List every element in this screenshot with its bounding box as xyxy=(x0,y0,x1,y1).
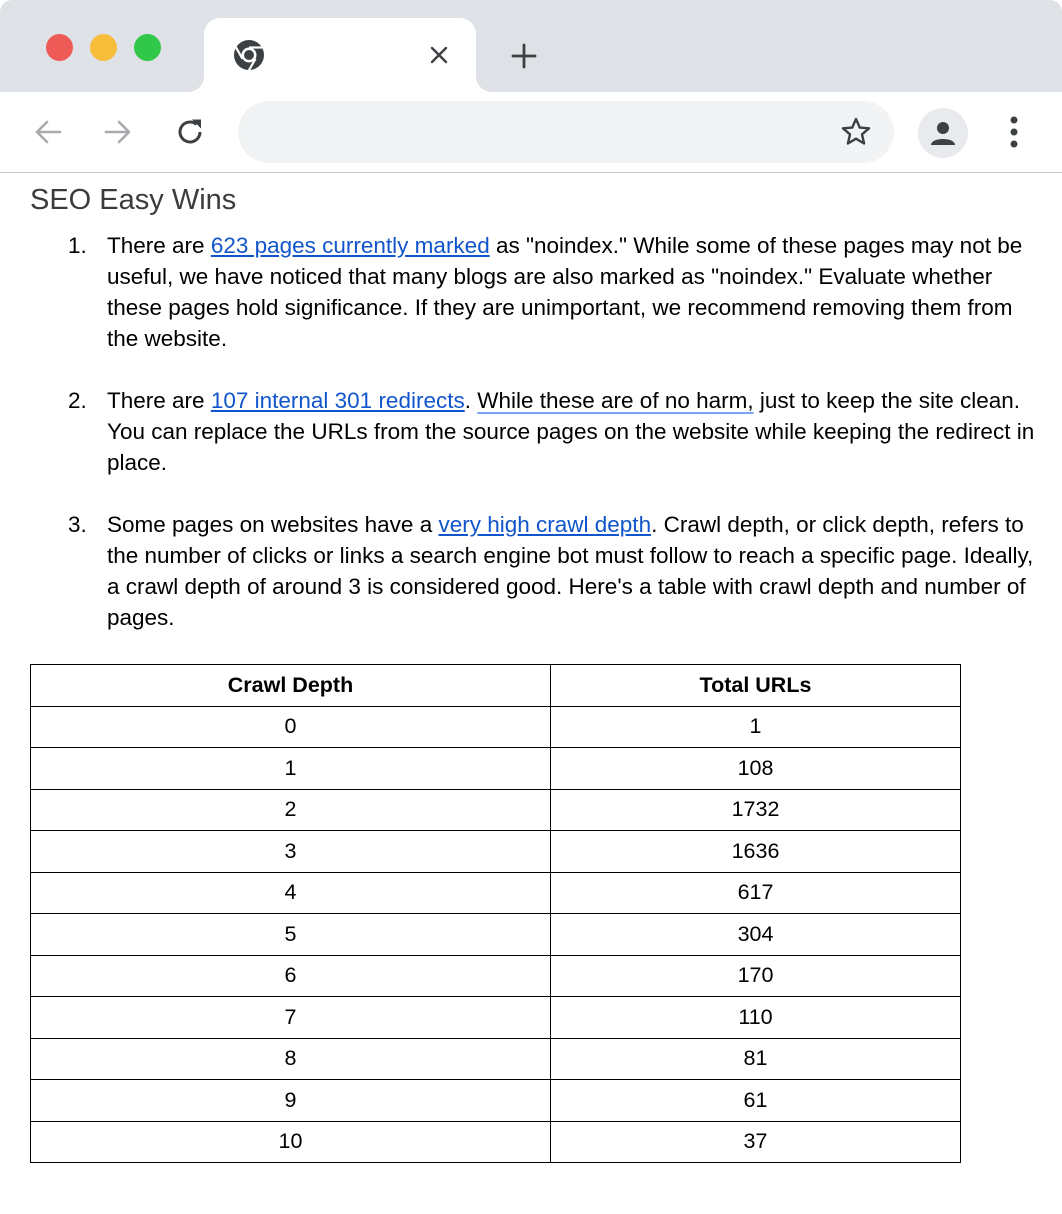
table-cell: 1 xyxy=(31,748,551,790)
table-cell: 5 xyxy=(31,914,551,956)
table-cell: 304 xyxy=(551,914,961,956)
more-vert-icon[interactable] xyxy=(996,112,1032,152)
list-number: 1. xyxy=(68,233,87,258)
text-segment: Some pages on websites have a xyxy=(107,512,439,537)
list-text xyxy=(107,230,1037,354)
column-header-crawl-depth: Crawl Depth xyxy=(31,665,551,707)
noindex-pages-link[interactable]: 623 pages currently marked xyxy=(210,233,490,258)
crawl-depth-table xyxy=(30,664,961,1163)
table-row xyxy=(31,872,961,914)
star-icon[interactable] xyxy=(836,112,876,152)
list-number: 2. xyxy=(68,388,87,413)
list-text xyxy=(107,509,1037,633)
text-segment: as "noindex." While some of these pages may not be useful, we have noticed that many blogs are also marked as "noindex." Evaluate whether these pages hold significance. If they are unimportant, we recommend removing them from the website. xyxy=(107,233,1023,351)
address-bar[interactable] xyxy=(238,101,894,163)
table-cell: 9 xyxy=(31,1080,551,1122)
table-cell: 617 xyxy=(551,872,961,914)
forward-arrow-icon[interactable] xyxy=(98,112,138,152)
text-segment: There are xyxy=(107,388,211,413)
plus-icon[interactable] xyxy=(504,36,544,76)
table-row xyxy=(31,1038,961,1080)
table-cell: 7 xyxy=(31,997,551,1039)
page-title: SEO Easy Wins xyxy=(30,184,237,216)
table-row xyxy=(31,831,961,873)
text-segment: There are xyxy=(107,233,211,258)
table-cell: 4 xyxy=(31,872,551,914)
crawl-depth-link[interactable]: very high crawl depth xyxy=(438,512,652,537)
back-arrow-icon[interactable] xyxy=(28,112,68,152)
tab-strip xyxy=(0,0,1062,92)
text-segment: . Crawl depth, or click depth, refers to the number of clicks or links a search engine bot must follow to reach a specific page. Ideally, a crawl depth of around 3 is considered good. Here's a table with crawl depth and number of pages. xyxy=(107,512,1034,630)
list-text xyxy=(107,385,1037,478)
column-header-total-urls: Total URLs xyxy=(551,665,961,707)
redirects-link[interactable]: 107 internal 301 redirects xyxy=(210,388,465,413)
table-cell: 6 xyxy=(31,955,551,997)
table-row xyxy=(31,1080,961,1122)
reload-icon[interactable] xyxy=(170,112,210,152)
grammar-suggestion[interactable]: While these are of no harm, xyxy=(477,388,754,413)
table-cell: 1732 xyxy=(551,789,961,831)
table-row xyxy=(31,1121,961,1163)
table-cell: 3 xyxy=(31,831,551,873)
table-cell: 108 xyxy=(551,748,961,790)
minimize-window-button[interactable] xyxy=(90,34,117,61)
browser-tab[interactable] xyxy=(204,18,476,92)
person-icon[interactable] xyxy=(918,108,968,158)
table-cell: 81 xyxy=(551,1038,961,1080)
table-cell: 2 xyxy=(31,789,551,831)
table-row xyxy=(31,748,961,790)
close-window-button[interactable] xyxy=(46,34,73,61)
browser-toolbar xyxy=(0,92,1062,173)
table-row xyxy=(31,706,961,748)
table-cell: 10 xyxy=(31,1121,551,1163)
table-row xyxy=(31,955,961,997)
table-cell: 110 xyxy=(551,997,961,1039)
table-header-row xyxy=(31,665,961,707)
maximize-window-button[interactable] xyxy=(134,34,161,61)
chrome-icon xyxy=(232,38,266,72)
table-row xyxy=(31,997,961,1039)
table-cell: 37 xyxy=(551,1121,961,1163)
list-number: 3. xyxy=(68,512,87,537)
text-segment: . xyxy=(464,388,478,413)
table-cell: 170 xyxy=(551,955,961,997)
close-icon[interactable] xyxy=(422,38,456,72)
table-cell: 0 xyxy=(31,706,551,748)
table-cell: 61 xyxy=(551,1080,961,1122)
table-row xyxy=(31,789,961,831)
table-cell: 8 xyxy=(31,1038,551,1080)
page-content xyxy=(0,173,1062,1214)
text-segment: just to keep the site clean. You can replace the URLs from the source pages on the website while keeping the redirect in place. xyxy=(107,388,1035,475)
table-cell: 1636 xyxy=(551,831,961,873)
table-row xyxy=(31,914,961,956)
table-cell: 1 xyxy=(551,706,961,748)
